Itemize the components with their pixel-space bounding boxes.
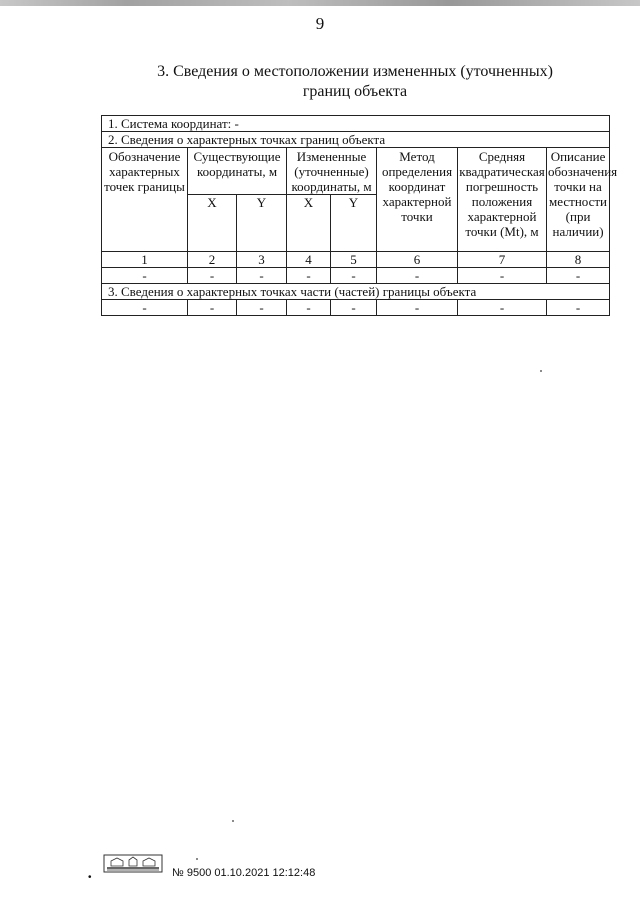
coordinate-system-row: 1. Система координат: - — [102, 116, 610, 132]
header-existing-coords: Существующие координаты, м — [188, 148, 287, 195]
registration-stamp: № 9500 01.10.2021 12:12:48 — [172, 867, 316, 879]
column-number: 3 — [237, 252, 287, 268]
table-cell: - — [102, 268, 188, 284]
header-error: Средняя квадратическая погрешность положения характерной точки (Mt), м — [458, 148, 547, 252]
table-cell: - — [458, 268, 547, 284]
subheader-existing-x: X — [188, 195, 237, 252]
table-cell: - — [287, 300, 331, 316]
coordinates-table — [101, 115, 618, 316]
table-cell: - — [188, 268, 237, 284]
table-cell: - — [102, 300, 188, 316]
header-point-designation: Обозначение характерных точек границы — [102, 148, 188, 252]
heading-line-1: 3. Сведения о местоположении измененных (уточненных) — [157, 63, 553, 80]
table-cell: - — [377, 300, 458, 316]
scan-edge — [0, 0, 640, 6]
column-number: 5 — [331, 252, 377, 268]
table-cell: - — [188, 300, 237, 316]
column-number: 6 — [377, 252, 458, 268]
table-cell: - — [287, 268, 331, 284]
scan-speck — [196, 858, 198, 860]
section2-title: 2. Сведения о характерных точках границ объекта — [102, 132, 610, 148]
column-number: 8 — [547, 252, 610, 268]
column-number: 2 — [188, 252, 237, 268]
table-row — [102, 300, 610, 316]
column-number: 4 — [287, 252, 331, 268]
section-heading — [120, 62, 590, 102]
table-cell: - — [237, 300, 287, 316]
header-changed-coords: Измененные (уточненные) координаты, м — [287, 148, 377, 195]
column-number-row — [102, 252, 610, 268]
section3-title: 3. Сведения о характерных точках части (частей) границы объекта — [102, 284, 610, 300]
column-number: 1 — [102, 252, 188, 268]
header-description: Описание обозначения точки на местности (при наличии) — [547, 148, 610, 252]
table-cell: - — [237, 268, 287, 284]
table-cell: - — [547, 268, 610, 284]
table-cell: - — [458, 300, 547, 316]
table-cell: - — [547, 300, 610, 316]
table-cell: - — [377, 268, 458, 284]
heading-line-2: границ объекта — [302, 83, 408, 100]
table-cell: - — [331, 300, 377, 316]
column-number: 7 — [458, 252, 547, 268]
page-number: 9 — [315, 14, 325, 33]
subheader-changed-y: Y — [331, 195, 377, 252]
subheader-existing-y: Y — [237, 195, 287, 252]
table-cell: - — [331, 268, 377, 284]
table-row — [102, 268, 610, 284]
building-logo-icon — [103, 854, 163, 873]
header-method: Метод определения координат характерной точки — [377, 148, 458, 252]
footer-mark: • — [88, 872, 92, 883]
subheader-changed-x: X — [287, 195, 331, 252]
scan-speck — [232, 820, 234, 822]
scan-speck — [540, 370, 542, 372]
